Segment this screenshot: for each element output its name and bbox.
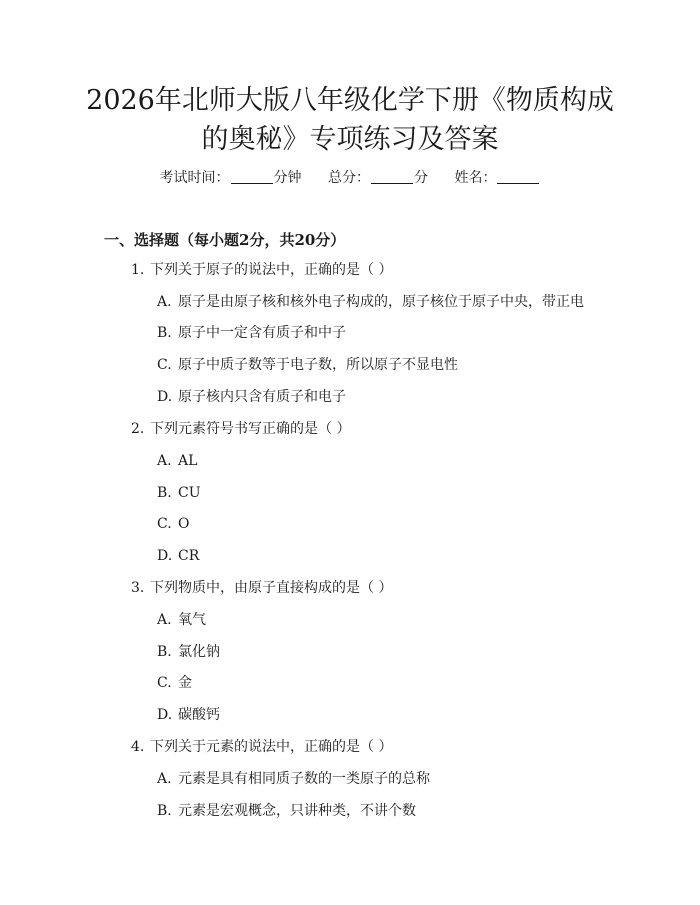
question-2 — [131, 419, 350, 439]
option-text: 原子中一定含有质子和中子 — [178, 325, 346, 341]
exam-score-blank — [371, 169, 413, 184]
option-letter: D. — [157, 707, 173, 723]
exam-info — [0, 168, 700, 188]
exam-time — [160, 170, 306, 186]
question-text: 下列关于原子的说法中，正确的是（ ） — [150, 262, 393, 278]
option-letter: B. — [157, 644, 172, 660]
page-title-line-1: 2026年北师大版八年级化学下册《物质构成 — [86, 85, 614, 116]
question-text: 下列关于元素的说法中，正确的是（ ） — [150, 739, 393, 755]
question-text: 下列元素符号书写正确的是（ ） — [150, 421, 351, 437]
option-letter: A. — [157, 294, 172, 310]
exam-score — [328, 170, 432, 186]
option-text: 氧气 — [178, 612, 206, 628]
option-4a — [157, 769, 430, 789]
option-4b — [157, 801, 416, 821]
option-text: 元素是具有相同质子数的一类原子的总称 — [178, 771, 430, 787]
option-text: AL — [178, 453, 198, 469]
option-1a — [157, 292, 584, 312]
page-title-line-2: 的奥秘》专项练习及答案 — [201, 124, 499, 155]
option-text: 金 — [178, 675, 192, 691]
exam-name-label: 姓名： — [454, 170, 497, 186]
option-letter: A. — [157, 453, 172, 469]
option-1c — [157, 355, 458, 375]
exam-score-label: 总分： — [328, 170, 370, 186]
option-text: 原子是由原子核和核外电子构成的，原子核位于原子中央，带正电 — [178, 294, 584, 310]
option-2d — [157, 546, 199, 566]
question-1 — [131, 260, 392, 280]
option-1b — [157, 323, 346, 343]
option-text: O — [178, 516, 190, 532]
option-letter: C. — [157, 516, 172, 532]
option-3b — [157, 642, 220, 662]
exam-time-blank — [231, 169, 273, 184]
exam-name — [454, 170, 540, 186]
question-number: 3. — [131, 580, 145, 596]
option-letter: B. — [157, 325, 172, 341]
question-4 — [131, 737, 392, 757]
question-text: 下列物质中，由原子直接构成的是（ ） — [150, 580, 393, 596]
exam-name-blank — [497, 169, 539, 184]
exam-time-label: 考试时间： — [159, 170, 230, 186]
option-3d — [157, 705, 220, 725]
option-letter: C. — [157, 675, 172, 691]
option-letter: B. — [157, 803, 172, 819]
option-letter: D. — [157, 389, 173, 405]
option-2c — [157, 514, 189, 534]
question-number: 1. — [131, 262, 145, 278]
option-1d — [157, 387, 346, 407]
option-letter: C. — [157, 357, 172, 373]
option-letter: B. — [157, 485, 172, 501]
question-3 — [131, 578, 392, 598]
question-number: 4. — [131, 739, 145, 755]
option-3a — [157, 610, 206, 630]
option-text: 原子核内只含有质子和电子 — [178, 389, 346, 405]
option-text: 氯化钠 — [178, 644, 220, 660]
question-number: 2. — [131, 421, 145, 437]
option-2b — [157, 483, 201, 503]
exam-score-unit: 分 — [414, 170, 428, 186]
section-title: 一、选择题（每小题2分，共20分） — [104, 231, 346, 249]
exam-time-unit: 分钟 — [273, 170, 302, 186]
option-text: CU — [178, 485, 201, 501]
option-text: 元素是宏观概念，只讲种类，不讲个数 — [178, 803, 416, 819]
option-2a — [157, 451, 197, 471]
option-letter: D. — [157, 548, 173, 564]
option-letter: A. — [157, 771, 172, 787]
option-text: 原子中质子数等于电子数，所以原子不显电性 — [178, 357, 458, 373]
option-text: CR — [178, 548, 200, 564]
option-3c — [157, 673, 192, 693]
option-letter: A. — [157, 612, 172, 628]
option-text: 碳酸钙 — [178, 707, 220, 723]
